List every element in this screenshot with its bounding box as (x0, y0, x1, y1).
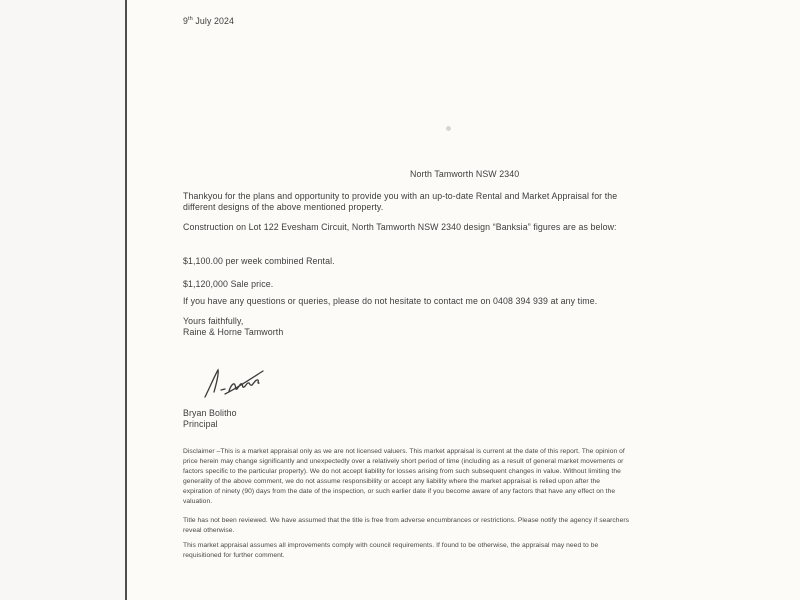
date-day: 9 (183, 16, 188, 26)
intro-paragraph: Thankyou for the plans and opportunity to provide you with an up-to-date Rental and Market Appraisal for the different designs of the above mentioned property. (183, 191, 618, 212)
title-note: Title has not been reviewed. We have assumed that the title is free from adverse encumbrances or restrictions. Please notify the agency if searchers reveal otherwise. (183, 517, 630, 534)
signature-image (199, 363, 281, 403)
council-note: This market appraisal assumes all improvements comply with council requirements. If found to be otherwise, the appraisal may need to be requisitioned for further comment. (183, 542, 599, 559)
sale-price-line: $1,120,000 Sale price. (183, 279, 274, 289)
scan-artifact (446, 126, 451, 131)
signatory-block (183, 408, 383, 430)
signatory-name: Bryan Bolitho (183, 408, 237, 418)
recipient-address: North Tamworth NSW 2340 (410, 169, 520, 179)
contact-paragraph: If you have any questions or queries, please do not hesitate to contact me on 0408 394 939 at any time. (183, 296, 598, 306)
date-ordinal-suffix: th (188, 16, 193, 23)
scan-left-margin (0, 0, 125, 600)
signatory-title: Principal (183, 418, 218, 429)
date-rest: July 2024 (192, 16, 234, 26)
letter-date (183, 16, 234, 27)
disclaimer-text: Disclaimer –This is a market appraisal only as we are not licensed valuers. This market appraisal is current at the date of this report. The opinion of price herein may change significantly and unexpectedly over a relatively short period of time (including as a result of general market movements or factors specific to the particular property). We do not accept liability for losses arising from such subsequent changes in value. Without limiting the generality of the above comment, we do not assume responsibility or accept any liability where the market appraisal is relied upon after the expiration of ninety (90) days from the date of the inspection, or such earlier date if you become aware of any factors that have any effect on the valuation. (183, 448, 625, 505)
company-name: Raine & Horne Tamworth (183, 326, 284, 337)
rental-price-line: $1,100.00 per week combined Rental. (183, 256, 335, 266)
closing-block (183, 316, 483, 338)
letter-page (127, 0, 800, 600)
construction-paragraph: Construction on Lot 122 Evesham Circuit, North Tamworth NSW 2340 design “Banksia” figures are as below: (183, 222, 617, 232)
closing-salutation: Yours faithfully, (183, 316, 244, 326)
